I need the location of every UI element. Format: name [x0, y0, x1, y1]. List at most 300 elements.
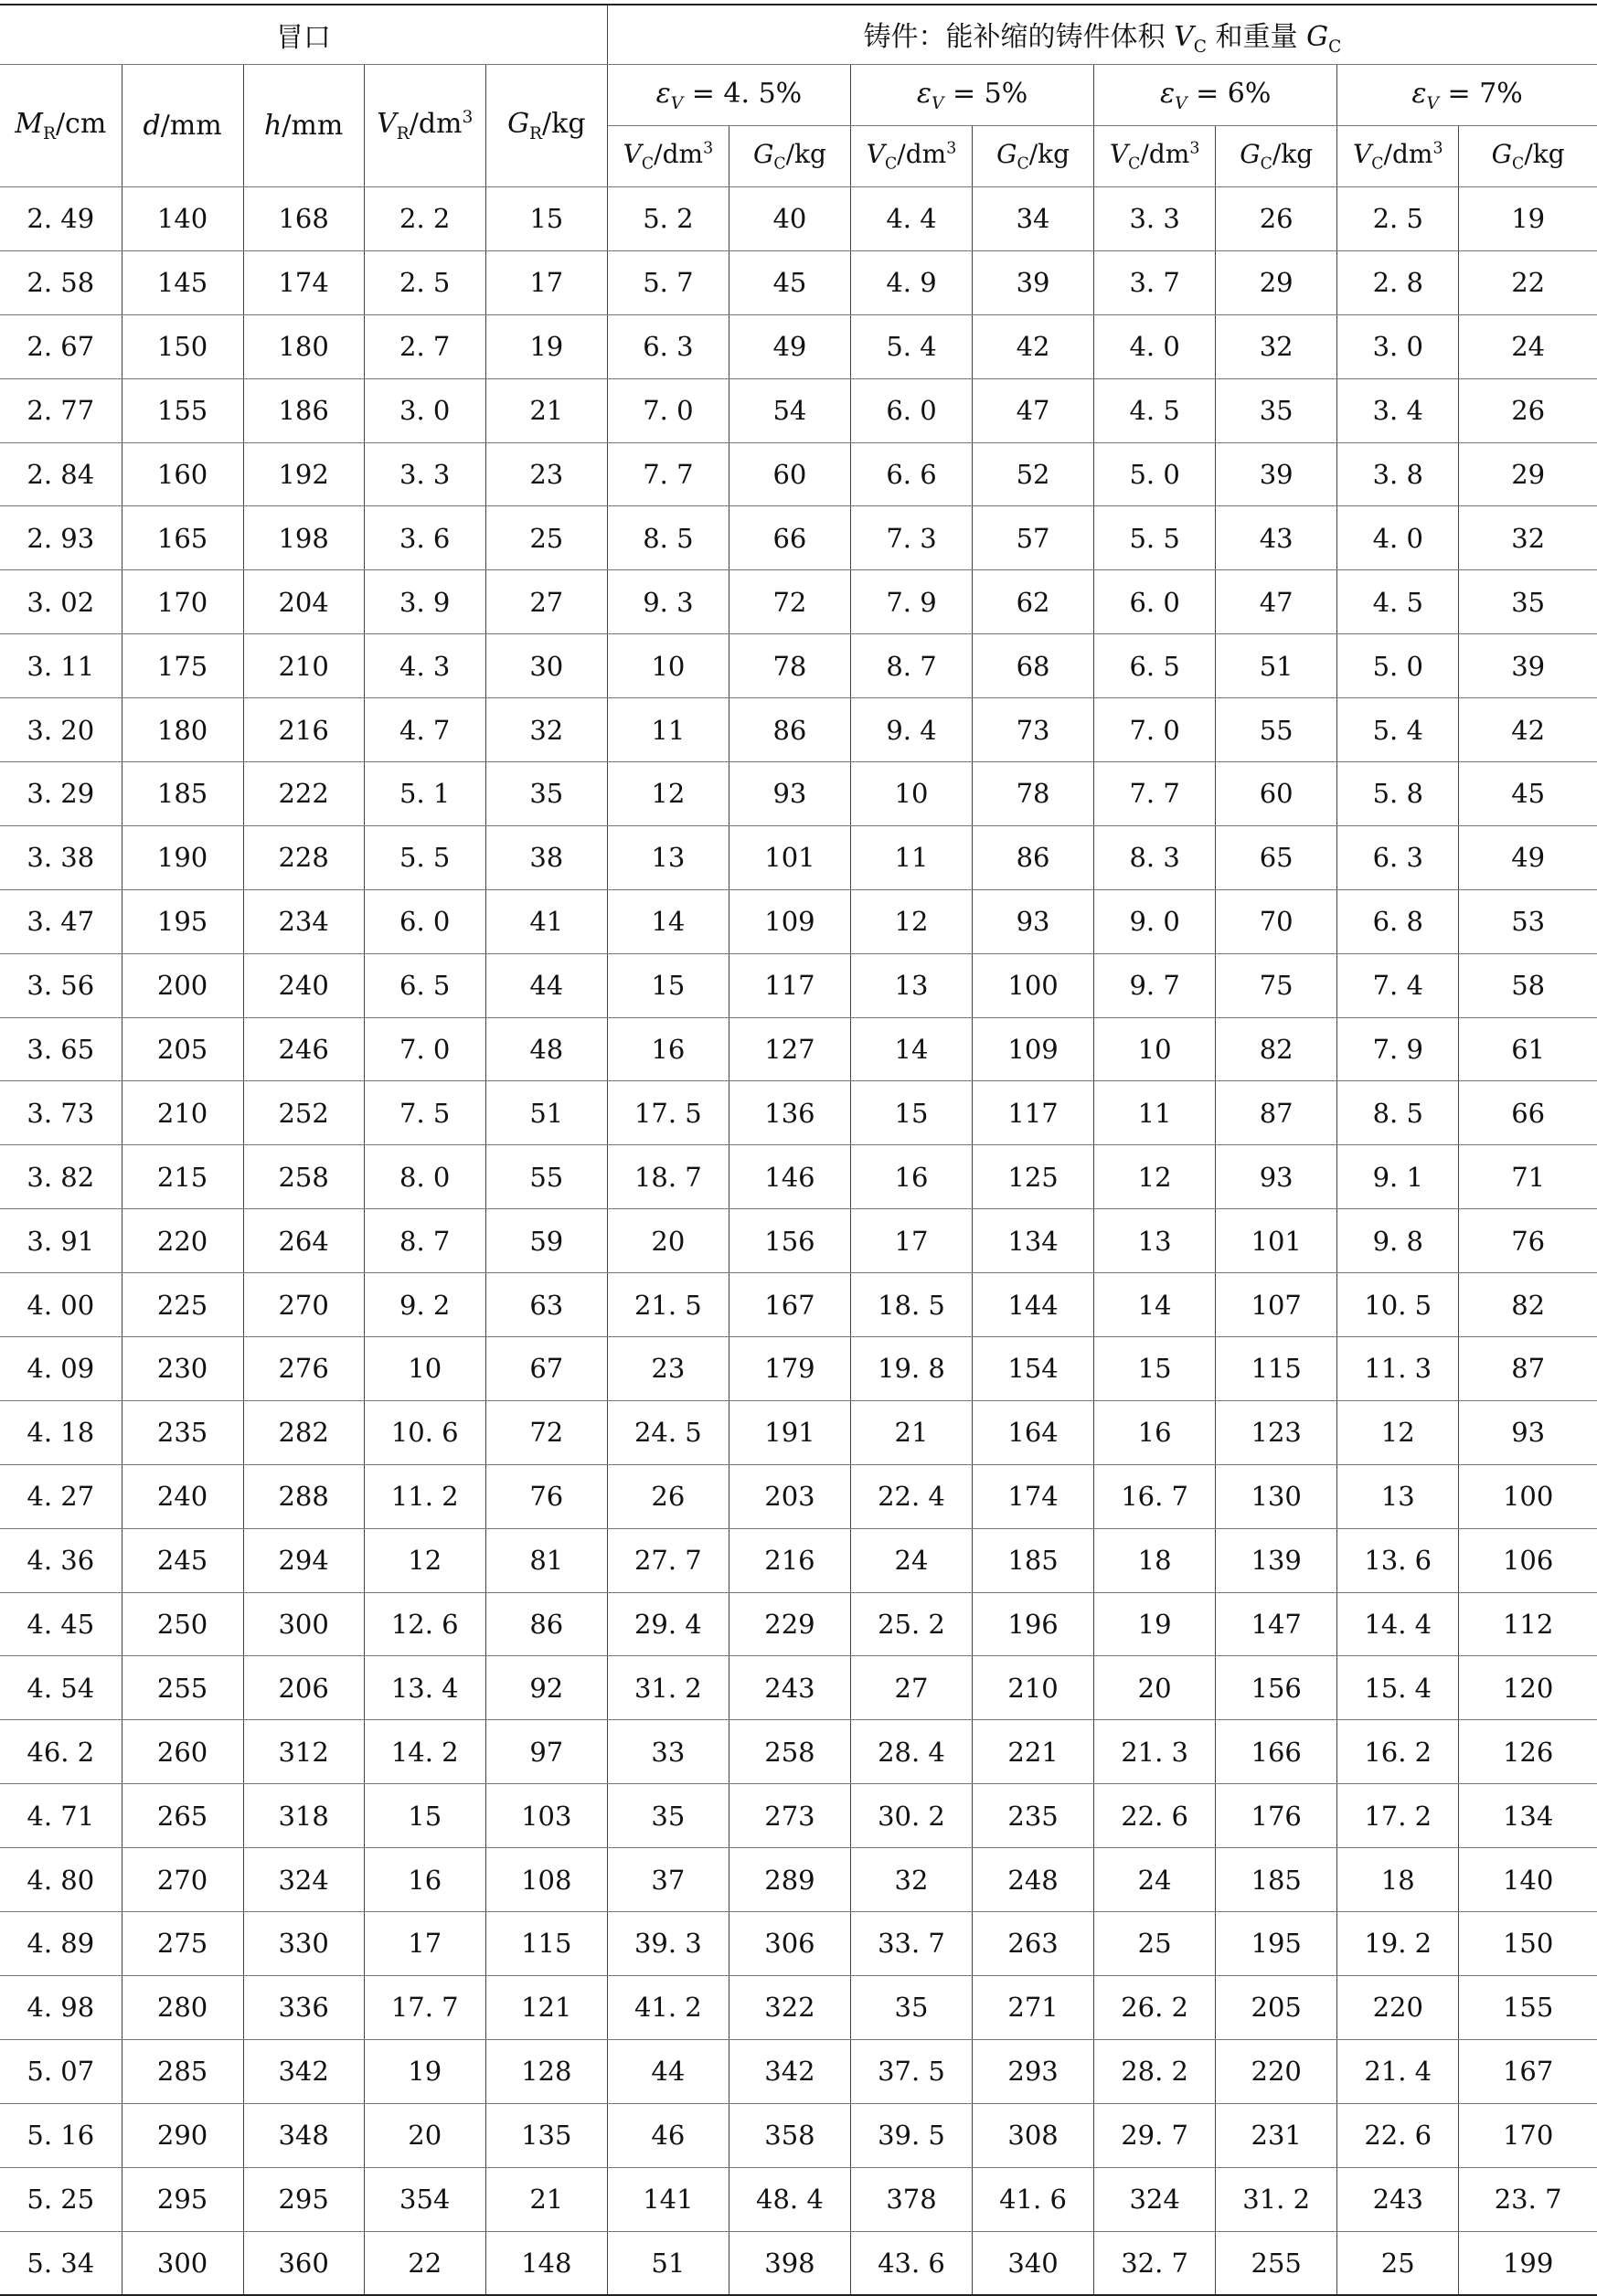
vc-unit: /dm [654, 139, 704, 170]
vc-superscript: 3 [946, 139, 957, 158]
table-cell: 78 [973, 762, 1094, 826]
table-cell: 32 [1459, 506, 1597, 570]
table-cell: 135 [485, 2103, 607, 2167]
table-cell: 5. 16 [0, 2103, 122, 2167]
vc-unit: /dm [1140, 139, 1190, 170]
table-cell: 4. 00 [0, 1273, 122, 1337]
table-cell: 8. 0 [364, 1145, 485, 1209]
gr-unit: /kg [542, 108, 586, 140]
table-cell: 4. 7 [364, 698, 485, 762]
table-cell: 198 [243, 506, 364, 570]
table-cell: 28. 4 [850, 1720, 972, 1784]
table-cell: 220 [1216, 2039, 1337, 2103]
table-cell: 14 [607, 889, 729, 953]
table-cell: 30. 2 [850, 1784, 972, 1848]
table-cell: 13 [607, 825, 729, 889]
h-symbol: h [263, 110, 282, 142]
table-cell: 13. 6 [1337, 1528, 1459, 1592]
table-cell: 86 [485, 1592, 607, 1656]
table-row [0, 825, 1597, 889]
table-cell: 192 [243, 442, 364, 506]
table-cell: 230 [122, 1337, 243, 1401]
table-cell: 282 [243, 1400, 364, 1464]
table-cell: 3. 38 [0, 825, 122, 889]
table-cell: 19. 8 [850, 1337, 972, 1401]
table-cell: 81 [485, 1528, 607, 1592]
table-cell: 37 [607, 1848, 729, 1912]
gc-symbol: G [1306, 20, 1329, 53]
table-cell: 322 [729, 1975, 850, 2039]
table-cell: 21 [485, 378, 607, 442]
table-cell: 20 [607, 1209, 729, 1273]
table-row [0, 1209, 1597, 1273]
table-cell: 167 [1459, 2039, 1597, 2103]
epsilon-symbol: ε [655, 77, 671, 110]
table-cell: 14. 2 [364, 1720, 485, 1784]
table-cell: 47 [1216, 570, 1337, 634]
table-cell: 21 [850, 1400, 972, 1464]
col-header-gc [1216, 126, 1337, 187]
table-cell: 5. 4 [1337, 698, 1459, 762]
vc-superscript: 3 [1432, 139, 1443, 158]
table-cell: 16 [850, 1145, 972, 1209]
table-cell: 82 [1459, 1273, 1597, 1337]
table-cell: 170 [122, 570, 243, 634]
table-cell: 35 [1216, 378, 1337, 442]
table-cell: 25 [1337, 2231, 1459, 2295]
table-cell: 92 [485, 1656, 607, 1720]
table-cell: 19. 2 [1337, 1912, 1459, 1976]
table-cell: 6. 3 [1337, 825, 1459, 889]
table-cell: 12 [1094, 1145, 1216, 1209]
table-cell: 32. 7 [1094, 2231, 1216, 2295]
vc-subscript: C [641, 154, 655, 174]
table-cell: 42 [1459, 698, 1597, 762]
table-cell: 24 [850, 1528, 972, 1592]
table-cell: 26 [607, 1464, 729, 1528]
table-cell: 21 [485, 2167, 607, 2231]
table-cell: 23 [485, 442, 607, 506]
table-cell: 14 [850, 1017, 972, 1081]
col-header-gr [485, 65, 607, 187]
table-cell: 21. 5 [607, 1273, 729, 1337]
table-cell: 130 [1216, 1464, 1337, 1528]
table-cell: 70 [1216, 889, 1337, 953]
table-cell: 13. 4 [364, 1656, 485, 1720]
table-cell: 308 [973, 2103, 1094, 2167]
table-cell: 45 [729, 250, 850, 314]
table-cell: 245 [122, 1528, 243, 1592]
table-cell: 18. 7 [607, 1145, 729, 1209]
table-cell: 155 [122, 378, 243, 442]
epsilon-subscript: V [931, 93, 944, 113]
vr-symbol: V [377, 108, 397, 140]
table-cell: 57 [973, 506, 1094, 570]
mr-subscript: R [42, 124, 56, 144]
table-cell: 264 [243, 1209, 364, 1273]
table-cell: 231 [1216, 2103, 1337, 2167]
table-cell: 127 [729, 1017, 850, 1081]
table-cell: 30 [485, 634, 607, 698]
table-cell: 45 [1459, 762, 1597, 826]
table-cell: 22. 6 [1337, 2103, 1459, 2167]
gc-symbol: G [1491, 139, 1513, 170]
table-cell: 76 [485, 1464, 607, 1528]
table-cell: 29 [1459, 442, 1597, 506]
table-cell: 26 [1459, 378, 1597, 442]
table-cell: 8. 7 [364, 1209, 485, 1273]
shrinkage-header-2 [850, 65, 1093, 126]
table-cell: 336 [243, 1975, 364, 2039]
d-unit: /mm [160, 110, 222, 142]
table-cell: 19 [364, 2039, 485, 2103]
table-cell: 210 [243, 634, 364, 698]
vc-superscript: 3 [1189, 139, 1200, 158]
table-cell: 87 [1459, 1337, 1597, 1401]
table-cell: 12 [850, 889, 972, 953]
table-cell: 154 [973, 1337, 1094, 1401]
table-cell: 44 [485, 953, 607, 1017]
table-cell: 10 [607, 634, 729, 698]
table-cell: 3. 0 [1337, 314, 1459, 378]
table-cell: 25. 2 [850, 1592, 972, 1656]
table-cell: 66 [729, 506, 850, 570]
table-cell: 229 [729, 1592, 850, 1656]
gc-subscript: C [1260, 154, 1272, 174]
table-row [0, 1720, 1597, 1784]
vc-symbol: V [1353, 139, 1372, 170]
table-cell: 16 [364, 1848, 485, 1912]
table-cell: 340 [973, 2231, 1094, 2295]
table-cell: 2. 58 [0, 250, 122, 314]
table-cell: 121 [485, 1975, 607, 2039]
epsilon-symbol: ε [1411, 77, 1427, 110]
table-cell: 10. 5 [1337, 1273, 1459, 1337]
table-cell: 72 [729, 570, 850, 634]
table-cell: 26. 2 [1094, 1975, 1216, 2039]
table-row [0, 314, 1597, 378]
table-cell: 5. 34 [0, 2231, 122, 2295]
table-cell: 141 [607, 2167, 729, 2231]
table-cell: 39 [973, 250, 1094, 314]
table-cell: 330 [243, 1912, 364, 1976]
table-cell: 34 [973, 187, 1094, 251]
table-cell: 35 [850, 1975, 972, 2039]
table-cell: 13 [850, 953, 972, 1017]
table-row [0, 506, 1597, 570]
table-cell: 8. 7 [850, 634, 972, 698]
table-cell: 263 [973, 1912, 1094, 1976]
table-row [0, 634, 1597, 698]
epsilon-subscript: V [1175, 93, 1187, 113]
table-cell: 120 [1459, 1656, 1597, 1720]
table-cell: 86 [729, 698, 850, 762]
table-cell: 6. 8 [1337, 889, 1459, 953]
table-cell: 3. 8 [1337, 442, 1459, 506]
table-cell: 204 [243, 570, 364, 634]
mr-symbol: M [15, 108, 43, 140]
table-cell: 6. 0 [1094, 570, 1216, 634]
table-cell: 4. 80 [0, 1848, 122, 1912]
table-cell: 21. 3 [1094, 1720, 1216, 1784]
gc-unit: /kg [1028, 139, 1070, 170]
table-row [0, 1017, 1597, 1081]
table-cell: 195 [1216, 1912, 1337, 1976]
table-row [0, 1337, 1597, 1401]
table-cell: 87 [1216, 1081, 1337, 1145]
table-cell: 63 [485, 1273, 607, 1337]
table-cell: 24. 5 [607, 1400, 729, 1464]
vc-symbol: V [866, 139, 885, 170]
table-cell: 17 [850, 1209, 972, 1273]
table-cell: 318 [243, 1784, 364, 1848]
table-cell: 14 [1094, 1273, 1216, 1337]
table-cell: 2. 8 [1337, 250, 1459, 314]
table-cell: 35 [485, 762, 607, 826]
table-cell: 265 [122, 1784, 243, 1848]
table-cell: 24 [1094, 1848, 1216, 1912]
table-cell: 33. 7 [850, 1912, 972, 1976]
table-cell: 66 [1459, 1081, 1597, 1145]
table-cell: 43 [1216, 506, 1337, 570]
table-cell: 4. 98 [0, 1975, 122, 2039]
table-cell: 20 [364, 2103, 485, 2167]
table-cell: 2. 5 [1337, 187, 1459, 251]
table-cell: 82 [1216, 1017, 1337, 1081]
col-header-gc [1459, 126, 1597, 187]
table-cell: 222 [243, 762, 364, 826]
table-cell: 3. 29 [0, 762, 122, 826]
table-cell: 2. 2 [364, 187, 485, 251]
shrinkage-header-3 [1094, 65, 1337, 126]
table-cell: 22 [364, 2231, 485, 2295]
vc-superscript: 3 [703, 139, 714, 158]
table-cell: 2. 49 [0, 187, 122, 251]
table-cell: 8. 5 [607, 506, 729, 570]
table-cell: 10 [364, 1337, 485, 1401]
table-cell: 2. 5 [364, 250, 485, 314]
table-cell: 72 [485, 1400, 607, 1464]
table-cell: 150 [122, 314, 243, 378]
table-cell: 289 [729, 1848, 850, 1912]
table-cell: 18 [1094, 1528, 1216, 1592]
table-cell: 78 [729, 634, 850, 698]
table-cell: 240 [243, 953, 364, 1017]
table-cell: 145 [122, 250, 243, 314]
table-cell: 51 [1216, 634, 1337, 698]
table-row [0, 2167, 1597, 2231]
table-cell: 4. 9 [850, 250, 972, 314]
table-cell: 125 [973, 1145, 1094, 1209]
table-cell: 225 [122, 1273, 243, 1337]
table-cell: 103 [485, 1784, 607, 1848]
table-cell: 4. 45 [0, 1592, 122, 1656]
epsilon-symbol: ε [1159, 77, 1176, 110]
table-cell: 285 [122, 2039, 243, 2103]
table-cell: 191 [729, 1400, 850, 1464]
table-cell: 4. 3 [364, 634, 485, 698]
table-cell: 22. 6 [1094, 1784, 1216, 1848]
table-cell: 27 [850, 1656, 972, 1720]
table-cell: 39. 3 [607, 1912, 729, 1976]
table-cell: 48. 4 [729, 2167, 850, 2231]
table-cell: 216 [729, 1528, 850, 1592]
table-cell: 31. 2 [1216, 2167, 1337, 2231]
table-cell: 179 [729, 1337, 850, 1401]
table-cell: 9. 0 [1094, 889, 1216, 953]
vc-symbol: V [623, 139, 642, 170]
table-cell: 306 [729, 1912, 850, 1976]
table-cell: 15 [850, 1081, 972, 1145]
table-cell: 270 [122, 1848, 243, 1912]
table-cell: 23. 7 [1459, 2167, 1597, 2231]
table-cell: 164 [973, 1400, 1094, 1464]
table-cell: 51 [485, 1081, 607, 1145]
table-cell: 117 [729, 953, 850, 1017]
table-cell: 23 [607, 1337, 729, 1401]
table-cell: 25 [1094, 1912, 1216, 1976]
table-cell: 62 [973, 570, 1094, 634]
table-cell: 4. 89 [0, 1912, 122, 1976]
table-cell: 8. 5 [1337, 1081, 1459, 1145]
table-row [0, 442, 1597, 506]
table-cell: 7. 9 [1337, 1017, 1459, 1081]
table-cell: 3. 73 [0, 1081, 122, 1145]
table-cell: 14. 4 [1337, 1592, 1459, 1656]
table-cell: 358 [729, 2103, 850, 2167]
table-cell: 174 [243, 250, 364, 314]
table-cell: 19 [485, 314, 607, 378]
casting-group-header [607, 5, 1597, 65]
table-cell: 15 [607, 953, 729, 1017]
table-cell: 112 [1459, 1592, 1597, 1656]
table-cell: 155 [1459, 1975, 1597, 2039]
table-cell: 9. 4 [850, 698, 972, 762]
table-cell: 41 [485, 889, 607, 953]
table-cell: 5. 1 [364, 762, 485, 826]
table-cell: 126 [1459, 1720, 1597, 1784]
table-cell: 6. 6 [850, 442, 972, 506]
table-cell: 160 [122, 442, 243, 506]
table-cell: 378 [850, 2167, 972, 2231]
table-cell: 17 [485, 250, 607, 314]
table-cell: 235 [122, 1400, 243, 1464]
table-cell: 2. 7 [364, 314, 485, 378]
col-header-vr [364, 65, 485, 187]
table-cell: 156 [1216, 1656, 1337, 1720]
table-cell: 109 [729, 889, 850, 953]
shrinkage-value: = 4. 5% [691, 77, 803, 110]
vr-superscript: 3 [462, 108, 474, 127]
col-header-d [122, 65, 243, 187]
table-cell: 324 [243, 1848, 364, 1912]
table-cell: 7. 3 [850, 506, 972, 570]
table-cell: 200 [122, 953, 243, 1017]
table-cell: 15 [1094, 1337, 1216, 1401]
table-cell: 53 [1459, 889, 1597, 953]
riser-group-header: 冒口 [0, 5, 607, 65]
table-cell: 228 [243, 825, 364, 889]
table-cell: 3. 9 [364, 570, 485, 634]
shrinkage-header-1 [607, 65, 850, 126]
table-cell: 13 [1337, 1464, 1459, 1528]
table-cell: 248 [973, 1848, 1094, 1912]
table-cell: 17. 7 [364, 1975, 485, 2039]
table-cell: 9. 1 [1337, 1145, 1459, 1209]
col-header-vc [850, 126, 972, 187]
table-cell: 6. 5 [364, 953, 485, 1017]
table-cell: 10 [850, 762, 972, 826]
gc-symbol: G [752, 139, 774, 170]
table-cell: 55 [1216, 698, 1337, 762]
table-cell: 100 [1459, 1464, 1597, 1528]
table-cell: 166 [1216, 1720, 1337, 1784]
table-row [0, 698, 1597, 762]
table-cell: 210 [973, 1656, 1094, 1720]
table-cell: 220 [1337, 1975, 1459, 2039]
table-cell: 3. 56 [0, 953, 122, 1017]
riser-table-container [0, 4, 1597, 2296]
table-cell: 300 [243, 1592, 364, 1656]
table-cell: 185 [1216, 1848, 1337, 1912]
table-cell: 38 [485, 825, 607, 889]
table-cell: 180 [243, 314, 364, 378]
table-cell: 24 [1459, 314, 1597, 378]
table-cell: 4. 27 [0, 1464, 122, 1528]
table-cell: 21. 4 [1337, 2039, 1459, 2103]
table-cell: 2. 67 [0, 314, 122, 378]
table-cell: 93 [729, 762, 850, 826]
table-cell: 44 [607, 2039, 729, 2103]
table-cell: 5. 07 [0, 2039, 122, 2103]
vc-unit: /dm [1383, 139, 1433, 170]
table-cell: 27 [485, 570, 607, 634]
table-cell: 3. 7 [1094, 250, 1216, 314]
table-cell: 196 [973, 1592, 1094, 1656]
table-cell: 25 [485, 506, 607, 570]
casting-group-and: 和重量 [1215, 20, 1298, 53]
table-cell: 17 [364, 1912, 485, 1976]
epsilon-subscript: V [670, 93, 684, 113]
table-cell: 10. 6 [364, 1400, 485, 1464]
table-cell: 240 [122, 1464, 243, 1528]
riser-casting-table [0, 4, 1597, 2296]
table-cell: 3. 65 [0, 1017, 122, 1081]
table-cell: 32 [1216, 314, 1337, 378]
table-cell: 260 [122, 1720, 243, 1784]
table-cell: 12. 6 [364, 1592, 485, 1656]
table-cell: 220 [122, 1209, 243, 1273]
table-cell: 7. 0 [607, 378, 729, 442]
table-cell: 7. 5 [364, 1081, 485, 1145]
table-cell: 176 [1216, 1784, 1337, 1848]
table-cell: 76 [1459, 1209, 1597, 1273]
table-cell: 73 [973, 698, 1094, 762]
table-cell: 243 [1337, 2167, 1459, 2231]
table-cell: 3. 82 [0, 1145, 122, 1209]
table-cell: 9. 3 [607, 570, 729, 634]
vc-subscript: C [1371, 154, 1384, 174]
gr-symbol: G [507, 108, 530, 140]
table-cell: 13 [1094, 1209, 1216, 1273]
table-row [0, 570, 1597, 634]
table-cell: 295 [243, 2167, 364, 2231]
table-cell: 252 [243, 1081, 364, 1145]
table-cell: 3. 6 [364, 506, 485, 570]
table-cell: 17. 2 [1337, 1784, 1459, 1848]
table-cell: 6. 3 [607, 314, 729, 378]
table-cell: 295 [122, 2167, 243, 2231]
